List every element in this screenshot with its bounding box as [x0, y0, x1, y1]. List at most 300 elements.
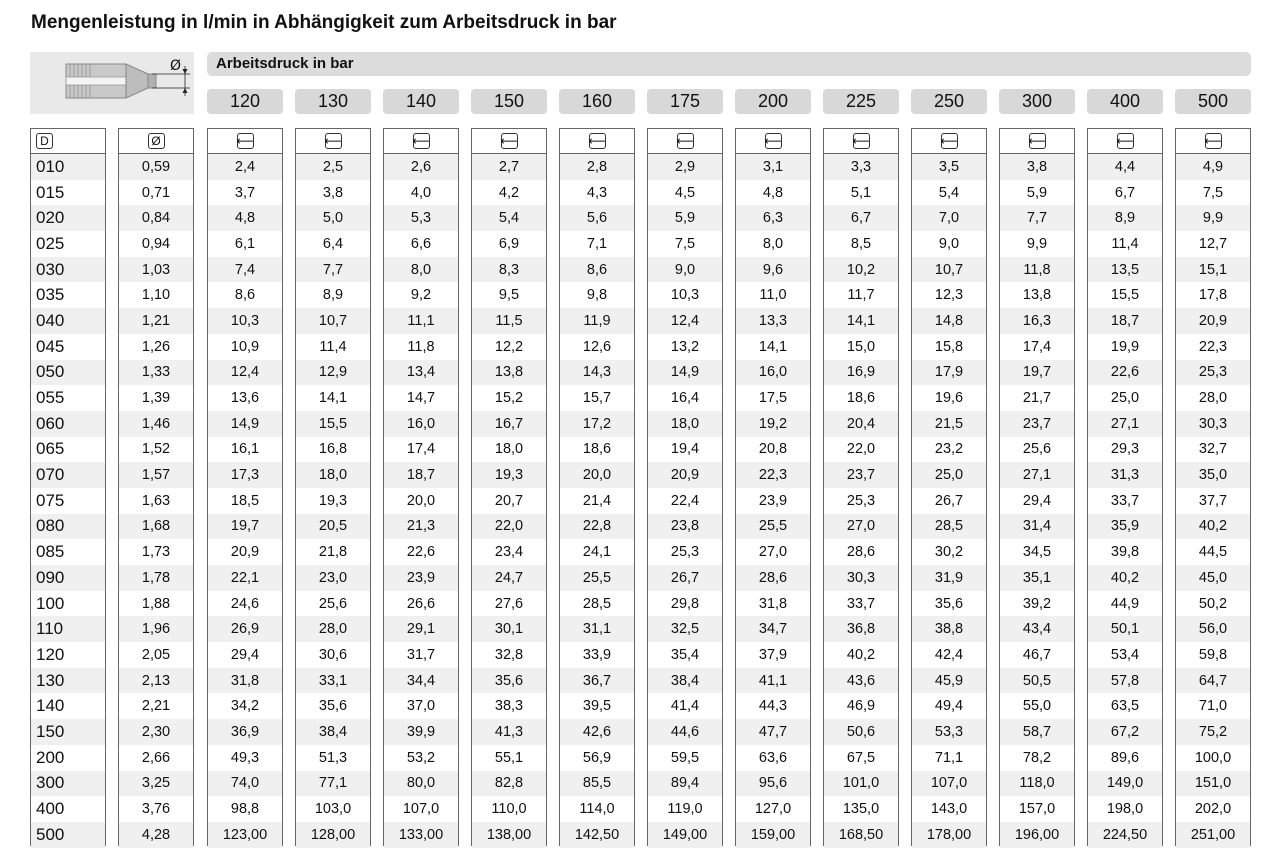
table-cell: 28,0 [296, 616, 370, 642]
table-cell: 25,3 [1176, 360, 1250, 386]
table-cell: 34,5 [1022, 544, 1052, 561]
table-cell: 23,4 [494, 544, 524, 561]
table-cell: 29,4 [230, 646, 260, 663]
pressure-header-label: Arbeitsdruck in bar [216, 55, 354, 72]
table-cell: 50,1 [1088, 616, 1162, 642]
pressure-225: 225 [823, 89, 899, 114]
table-cell: 7,7 [1000, 205, 1074, 231]
table-cell: 78,2 [1022, 749, 1052, 766]
pressure-160: 160 [559, 89, 635, 114]
flow-column-300 [999, 128, 1075, 846]
table-cell: 34,7 [736, 616, 810, 642]
table-cell: 13,3 [736, 308, 810, 334]
table-cell: 224,50 [1088, 822, 1162, 848]
table-cell: 37,9 [758, 646, 788, 663]
table-cell: 11,1 [384, 308, 458, 334]
arrow-left-icon: ⟵ [1204, 134, 1222, 148]
table-cell: 31,8 [208, 668, 282, 694]
flow-column-160 [559, 128, 635, 846]
table-cell: 030 [31, 257, 105, 283]
table-cell: 50,5 [1000, 668, 1074, 694]
table-cell: 1,57 [119, 462, 193, 488]
table-cell: 065 [36, 439, 65, 459]
table-cell: 11,5 [472, 308, 546, 334]
flow-column-200 [735, 128, 811, 846]
table-cell: 2,66 [141, 749, 171, 766]
table-cell: 42,4 [934, 646, 964, 663]
table-cell: 36,7 [560, 668, 634, 694]
table-cell: 95,6 [736, 771, 810, 797]
table-cell: 67,2 [1088, 719, 1162, 745]
table-cell: 31,7 [406, 646, 436, 663]
table-cell: 20,0 [406, 492, 436, 509]
table-cell: 2,9 [648, 154, 722, 180]
table-cell: 8,9 [322, 287, 344, 304]
table-cell: 138,00 [472, 822, 546, 848]
table-cell: 38,4 [296, 719, 370, 745]
table-cell: 060 [31, 411, 105, 437]
table-cell: 4,3 [586, 184, 608, 201]
table-cell: 15,5 [296, 411, 370, 437]
table-cell: 17,9 [912, 360, 986, 386]
table-cell: 39,5 [582, 698, 612, 715]
table-cell: 32,7 [1198, 441, 1228, 458]
table-cell: 28,5 [582, 595, 612, 612]
table-cell: 34,4 [384, 668, 458, 694]
table-cell: 23,9 [758, 492, 788, 509]
table-cell: 40,2 [1088, 565, 1162, 591]
nozzle-drawing-icon [30, 52, 194, 114]
table-cell: 8,0 [384, 257, 458, 283]
table-cell: 1,96 [119, 616, 193, 642]
table-cell: 21,7 [1022, 390, 1052, 407]
table-cell: 16,8 [318, 441, 348, 458]
table-cell: 13,5 [1088, 257, 1162, 283]
table-cell: 19,4 [670, 441, 700, 458]
table-cell: 8,3 [472, 257, 546, 283]
table-cell: 15,8 [934, 338, 964, 355]
table-cell: 110,0 [491, 801, 527, 818]
flow-column-175-header [648, 129, 722, 154]
table-cell: 178,00 [912, 822, 986, 848]
table-cell: 133,00 [384, 822, 458, 848]
table-cell: 149,0 [1088, 771, 1162, 797]
table-cell: 22,8 [560, 514, 634, 540]
table-cell: 9,9 [1176, 205, 1250, 231]
table-cell: 21,3 [384, 514, 458, 540]
table-cell: 32,8 [494, 646, 524, 663]
table-cell: 28,5 [912, 514, 986, 540]
table-cell: 36,9 [208, 719, 282, 745]
table-cell: 43,6 [824, 668, 898, 694]
table-cell: 15,0 [846, 338, 876, 355]
table-cell: 2,5 [296, 154, 370, 180]
arrow-left-icon: ⟵ [500, 134, 518, 148]
arrow-left-icon: ⟵ [764, 134, 782, 148]
table-cell: 41,1 [736, 668, 810, 694]
table-cell: 19,9 [1110, 338, 1140, 355]
table-cell: 128,00 [296, 822, 370, 848]
flow-column-225-header [824, 129, 898, 154]
table-cell: 6,7 [1114, 184, 1136, 201]
table-cell: 22,6 [1088, 360, 1162, 386]
table-cell: 45,9 [912, 668, 986, 694]
table-cell: 47,7 [736, 719, 810, 745]
arrow-left-icon: ⟵ [852, 134, 870, 148]
table-cell: 22,4 [670, 492, 700, 509]
table-cell: 16,3 [1000, 308, 1074, 334]
table-cell: 13,2 [670, 338, 700, 355]
table-cell: 22,6 [406, 544, 436, 561]
table-cell: 1,52 [141, 441, 171, 458]
table-cell: 11,4 [1111, 235, 1139, 252]
table-cell: 23,2 [934, 441, 964, 458]
table-cell: 16,4 [670, 390, 700, 407]
table-cell: 1,26 [141, 338, 171, 355]
table-cell: 44,6 [648, 719, 722, 745]
table-cell: 13,4 [384, 360, 458, 386]
table-cell: 127,0 [754, 801, 792, 818]
table-cell: 22,3 [1198, 338, 1228, 355]
table-cell: 045 [36, 336, 65, 356]
table-cell: 40,2 [1176, 514, 1250, 540]
table-cell: 5,3 [384, 205, 458, 231]
pressure-130: 130 [295, 89, 371, 114]
table-cell: 119,0 [667, 801, 703, 818]
table-cell: 28,6 [846, 544, 876, 561]
table-cell: 3,1 [736, 154, 810, 180]
table-cell: 89,6 [1110, 749, 1140, 766]
table-cell: 89,4 [648, 771, 722, 797]
nozzle-diagram [30, 52, 194, 114]
table-cell: 25,6 [1022, 441, 1052, 458]
table-cell: 28,0 [1198, 390, 1228, 407]
table-cell: 53,2 [406, 749, 436, 766]
table-cell: 35,4 [670, 646, 700, 663]
table-cell: 1,03 [119, 257, 193, 283]
table-cell: 25,0 [1110, 390, 1140, 407]
table-cell: 18,6 [846, 390, 876, 407]
table-cell: 59,8 [1198, 646, 1228, 663]
arrow-left-icon: ⟵ [1116, 134, 1134, 148]
table-cell: 21,4 [582, 492, 612, 509]
flow-column-140 [383, 128, 459, 846]
table-cell: 14,7 [406, 390, 436, 407]
flow-column-120-header [208, 129, 282, 154]
table-cell: 10,7 [296, 308, 370, 334]
flow-column-130 [295, 128, 371, 846]
arrow-left-icon: ⟵ [324, 134, 342, 148]
table-cell: 4,5 [674, 184, 696, 201]
table-cell: 20,9 [230, 544, 260, 561]
table-cell: 63,5 [1110, 698, 1140, 715]
table-cell: 4,8 [762, 184, 784, 201]
table-cell: 35,9 [1088, 514, 1162, 540]
table-cell: 24,6 [230, 595, 260, 612]
pressure-200: 200 [735, 89, 811, 114]
table-cell: 82,8 [472, 771, 546, 797]
table-cell: 23,7 [824, 462, 898, 488]
table-cell: 31,4 [1000, 514, 1074, 540]
table-cell: 36,8 [824, 616, 898, 642]
table-cell: 50,2 [1198, 595, 1228, 612]
table-cell: 198,0 [1106, 801, 1144, 818]
table-cell: 57,8 [1088, 668, 1162, 694]
pressure-250: 250 [911, 89, 987, 114]
table-cell: 8,9 [1088, 205, 1162, 231]
table-cell: 9,2 [410, 287, 432, 304]
table-cell: 30,3 [1176, 411, 1250, 437]
table-cell: 35,6 [318, 698, 348, 715]
table-cell: 2,8 [560, 154, 634, 180]
table-cell: 23,9 [384, 565, 458, 591]
table-cell: 13,6 [230, 390, 260, 407]
table-cell: 27,0 [758, 544, 788, 561]
table-cell: 0,59 [119, 154, 193, 180]
table-cell: 7,5 [1202, 184, 1224, 201]
table-cell: 4,28 [119, 822, 193, 848]
table-cell: 37,7 [1198, 492, 1228, 509]
table-cell: 74,0 [208, 771, 282, 797]
table-cell: 35,0 [1176, 462, 1250, 488]
table-cell: 71,0 [1198, 698, 1228, 715]
table-cell: 29,3 [1110, 441, 1140, 458]
nozzle-column-header [31, 129, 105, 154]
table-cell: 33,9 [582, 646, 612, 663]
table-cell: 30,1 [472, 616, 546, 642]
table-cell: 39,9 [384, 719, 458, 745]
arrow-left-icon: ⟵ [412, 134, 430, 148]
table-cell: 71,1 [934, 749, 964, 766]
table-cell: 50,6 [824, 719, 898, 745]
table-cell: 19,7 [1000, 360, 1074, 386]
table-cell: 33,1 [296, 668, 370, 694]
table-cell: 29,4 [1022, 492, 1052, 509]
table-cell: 15,1 [1176, 257, 1250, 283]
table-cell: 27,6 [494, 595, 524, 612]
table-cell: 055 [36, 388, 65, 408]
table-cell: 5,4 [938, 184, 960, 201]
flow-column-150 [471, 128, 547, 846]
table-cell: 20,0 [560, 462, 634, 488]
table-cell: 9,9 [1026, 235, 1048, 252]
flow-column-175 [647, 128, 723, 846]
arrow-left-icon: ⟵ [1028, 134, 1046, 148]
table-cell: 18,7 [1088, 308, 1162, 334]
table-cell: 5,9 [1026, 184, 1048, 201]
table-cell: 20,9 [1176, 308, 1250, 334]
table-cell: 5,6 [560, 205, 634, 231]
table-cell: 14,1 [824, 308, 898, 334]
table-cell: 196,00 [1000, 822, 1074, 848]
table-cell: 39,2 [1022, 595, 1052, 612]
table-cell: 44,3 [758, 698, 788, 715]
table-cell: 22,3 [736, 462, 810, 488]
table-cell: 46,7 [1022, 646, 1052, 663]
table-cell: 010 [31, 154, 105, 180]
table-cell: 16,1 [230, 441, 260, 458]
table-cell: 38,8 [912, 616, 986, 642]
table-cell: 18,5 [230, 492, 260, 509]
table-cell: 1,68 [119, 514, 193, 540]
table-cell: 135,0 [842, 801, 880, 818]
diameter-column [118, 128, 194, 846]
table-cell: 28,6 [736, 565, 810, 591]
pressure-175: 175 [647, 89, 723, 114]
table-cell: 12,7 [1198, 235, 1228, 252]
table-cell: 300 [31, 771, 105, 797]
table-cell: 118,0 [1000, 771, 1074, 797]
table-cell: 44,5 [1198, 544, 1228, 561]
table-cell: 035 [36, 285, 65, 305]
table-cell: 21,5 [912, 411, 986, 437]
table-cell: 1,21 [119, 308, 193, 334]
table-cell: 200 [36, 747, 65, 767]
table-cell: 24,1 [582, 544, 612, 561]
table-cell: 14,9 [208, 411, 282, 437]
table-cell: 2,13 [119, 668, 193, 694]
flow-column-400 [1087, 128, 1163, 846]
table-cell: 26,7 [934, 492, 964, 509]
table-cell: 3,25 [119, 771, 193, 797]
table-cell: 202,0 [1194, 801, 1232, 818]
table-cell: 9,0 [938, 235, 960, 252]
diameter-column-header [119, 129, 193, 154]
table-cell: 14,8 [912, 308, 986, 334]
table-cell: 23,0 [296, 565, 370, 591]
table-cell: 080 [31, 514, 105, 540]
table-cell: 20,7 [494, 492, 524, 509]
arrow-left-icon: ⟵ [236, 134, 254, 148]
table-cell: 20,9 [648, 462, 722, 488]
table-cell: 16,0 [736, 360, 810, 386]
table-cell: 53,4 [1110, 646, 1140, 663]
table-cell: 1,46 [119, 411, 193, 437]
table-cell: 101,0 [824, 771, 898, 797]
table-cell: 41,4 [670, 698, 700, 715]
table-cell: 050 [31, 360, 105, 386]
table-cell: 157,0 [1018, 801, 1056, 818]
table-cell: 21,8 [318, 544, 348, 561]
table-cell: 12,3 [934, 287, 964, 304]
table-cell: 100,0 [1194, 749, 1232, 766]
table-cell: 2,7 [472, 154, 546, 180]
table-cell: 20,5 [296, 514, 370, 540]
flow-column-130-header [296, 129, 370, 154]
table-cell: 110 [31, 616, 105, 642]
table-cell: 2,21 [141, 698, 171, 715]
flow-column-140-header [384, 129, 458, 154]
table-cell: 98,8 [230, 801, 260, 818]
table-cell: 85,5 [560, 771, 634, 797]
table-cell: 5,4 [472, 205, 546, 231]
table-cell: 4,4 [1088, 154, 1162, 180]
table-cell: 075 [36, 490, 65, 510]
table-cell: 11,8 [1000, 257, 1074, 283]
table-cell: 1,78 [119, 565, 193, 591]
flow-column-150-header [472, 129, 546, 154]
table-cell: 11,7 [847, 287, 875, 304]
flow-column-500-header [1176, 129, 1250, 154]
table-cell: 64,7 [1176, 668, 1250, 694]
flow-column-250 [911, 128, 987, 846]
table-cell: 2,4 [208, 154, 282, 180]
table-cell: 17,5 [758, 390, 788, 407]
table-cell: 114,0 [579, 801, 615, 818]
table-cell: 1,10 [141, 287, 171, 304]
table-cell: 22,1 [208, 565, 282, 591]
table-cell: 16,7 [472, 411, 546, 437]
table-cell: 55,0 [1022, 698, 1052, 715]
table-cell: 1,39 [141, 390, 171, 407]
table-cell: 29,1 [384, 616, 458, 642]
table-cell: 107,0 [912, 771, 986, 797]
table-cell: 38,3 [494, 698, 524, 715]
table-cell: 41,3 [472, 719, 546, 745]
table-cell: 11,0 [759, 287, 787, 304]
table-cell: 19,2 [736, 411, 810, 437]
table-cell: 140 [36, 696, 65, 716]
table-cell: 18,7 [384, 462, 458, 488]
table-cell: 6,3 [736, 205, 810, 231]
pressure-140: 140 [383, 89, 459, 114]
table-cell: 15,5 [1110, 287, 1140, 304]
table-cell: 29,8 [670, 595, 700, 612]
table-cell: 085 [36, 542, 65, 562]
table-cell: 53,3 [912, 719, 986, 745]
table-cell: 9,5 [498, 287, 520, 304]
table-cell: 10,9 [230, 338, 260, 355]
page-title: Mengenleistung in l/min in Abhängigkeit zum Arbeitsdruck in bar [31, 12, 617, 33]
table-cell: 19,3 [472, 462, 546, 488]
table-cell: 6,9 [498, 235, 520, 252]
table-cell: 4,8 [208, 205, 282, 231]
table-cell: 20,4 [824, 411, 898, 437]
table-cell: 30,6 [318, 646, 348, 663]
table-cell: 7,0 [912, 205, 986, 231]
diameter-symbol: Ø [170, 58, 182, 74]
arrow-left-icon: ⟵ [588, 134, 606, 148]
flow-column-160-header [560, 129, 634, 154]
table-cell: 11,9 [560, 308, 634, 334]
table-cell: 39,8 [1110, 544, 1140, 561]
table-cell: 25,5 [736, 514, 810, 540]
table-cell: 103,0 [314, 801, 352, 818]
table-cell: 9,0 [648, 257, 722, 283]
table-cell: 6,1 [234, 235, 256, 252]
flow-column-300-header [1000, 129, 1074, 154]
table-cell: 40,2 [846, 646, 876, 663]
table-cell: 33,7 [846, 595, 876, 612]
table-cell: 0,71 [141, 184, 171, 201]
nozzle-column [30, 128, 106, 846]
table-cell: 100 [36, 593, 65, 613]
table-cell: 20,8 [758, 441, 788, 458]
table-cell: 5,9 [648, 205, 722, 231]
pressure-300: 300 [999, 89, 1075, 114]
table-cell: 80,0 [384, 771, 458, 797]
table-cell: 7,5 [674, 235, 696, 252]
table-cell: 8,5 [850, 235, 872, 252]
table-cell: 10,7 [912, 257, 986, 283]
flow-column-400-header [1088, 129, 1162, 154]
table-cell: 35,1 [1000, 565, 1074, 591]
table-cell: 23,7 [1000, 411, 1074, 437]
table-cell: 59,5 [670, 749, 700, 766]
table-cell: 11,8 [407, 338, 435, 355]
table-cell: 015 [36, 182, 65, 202]
table-cell: 6,6 [410, 235, 432, 252]
